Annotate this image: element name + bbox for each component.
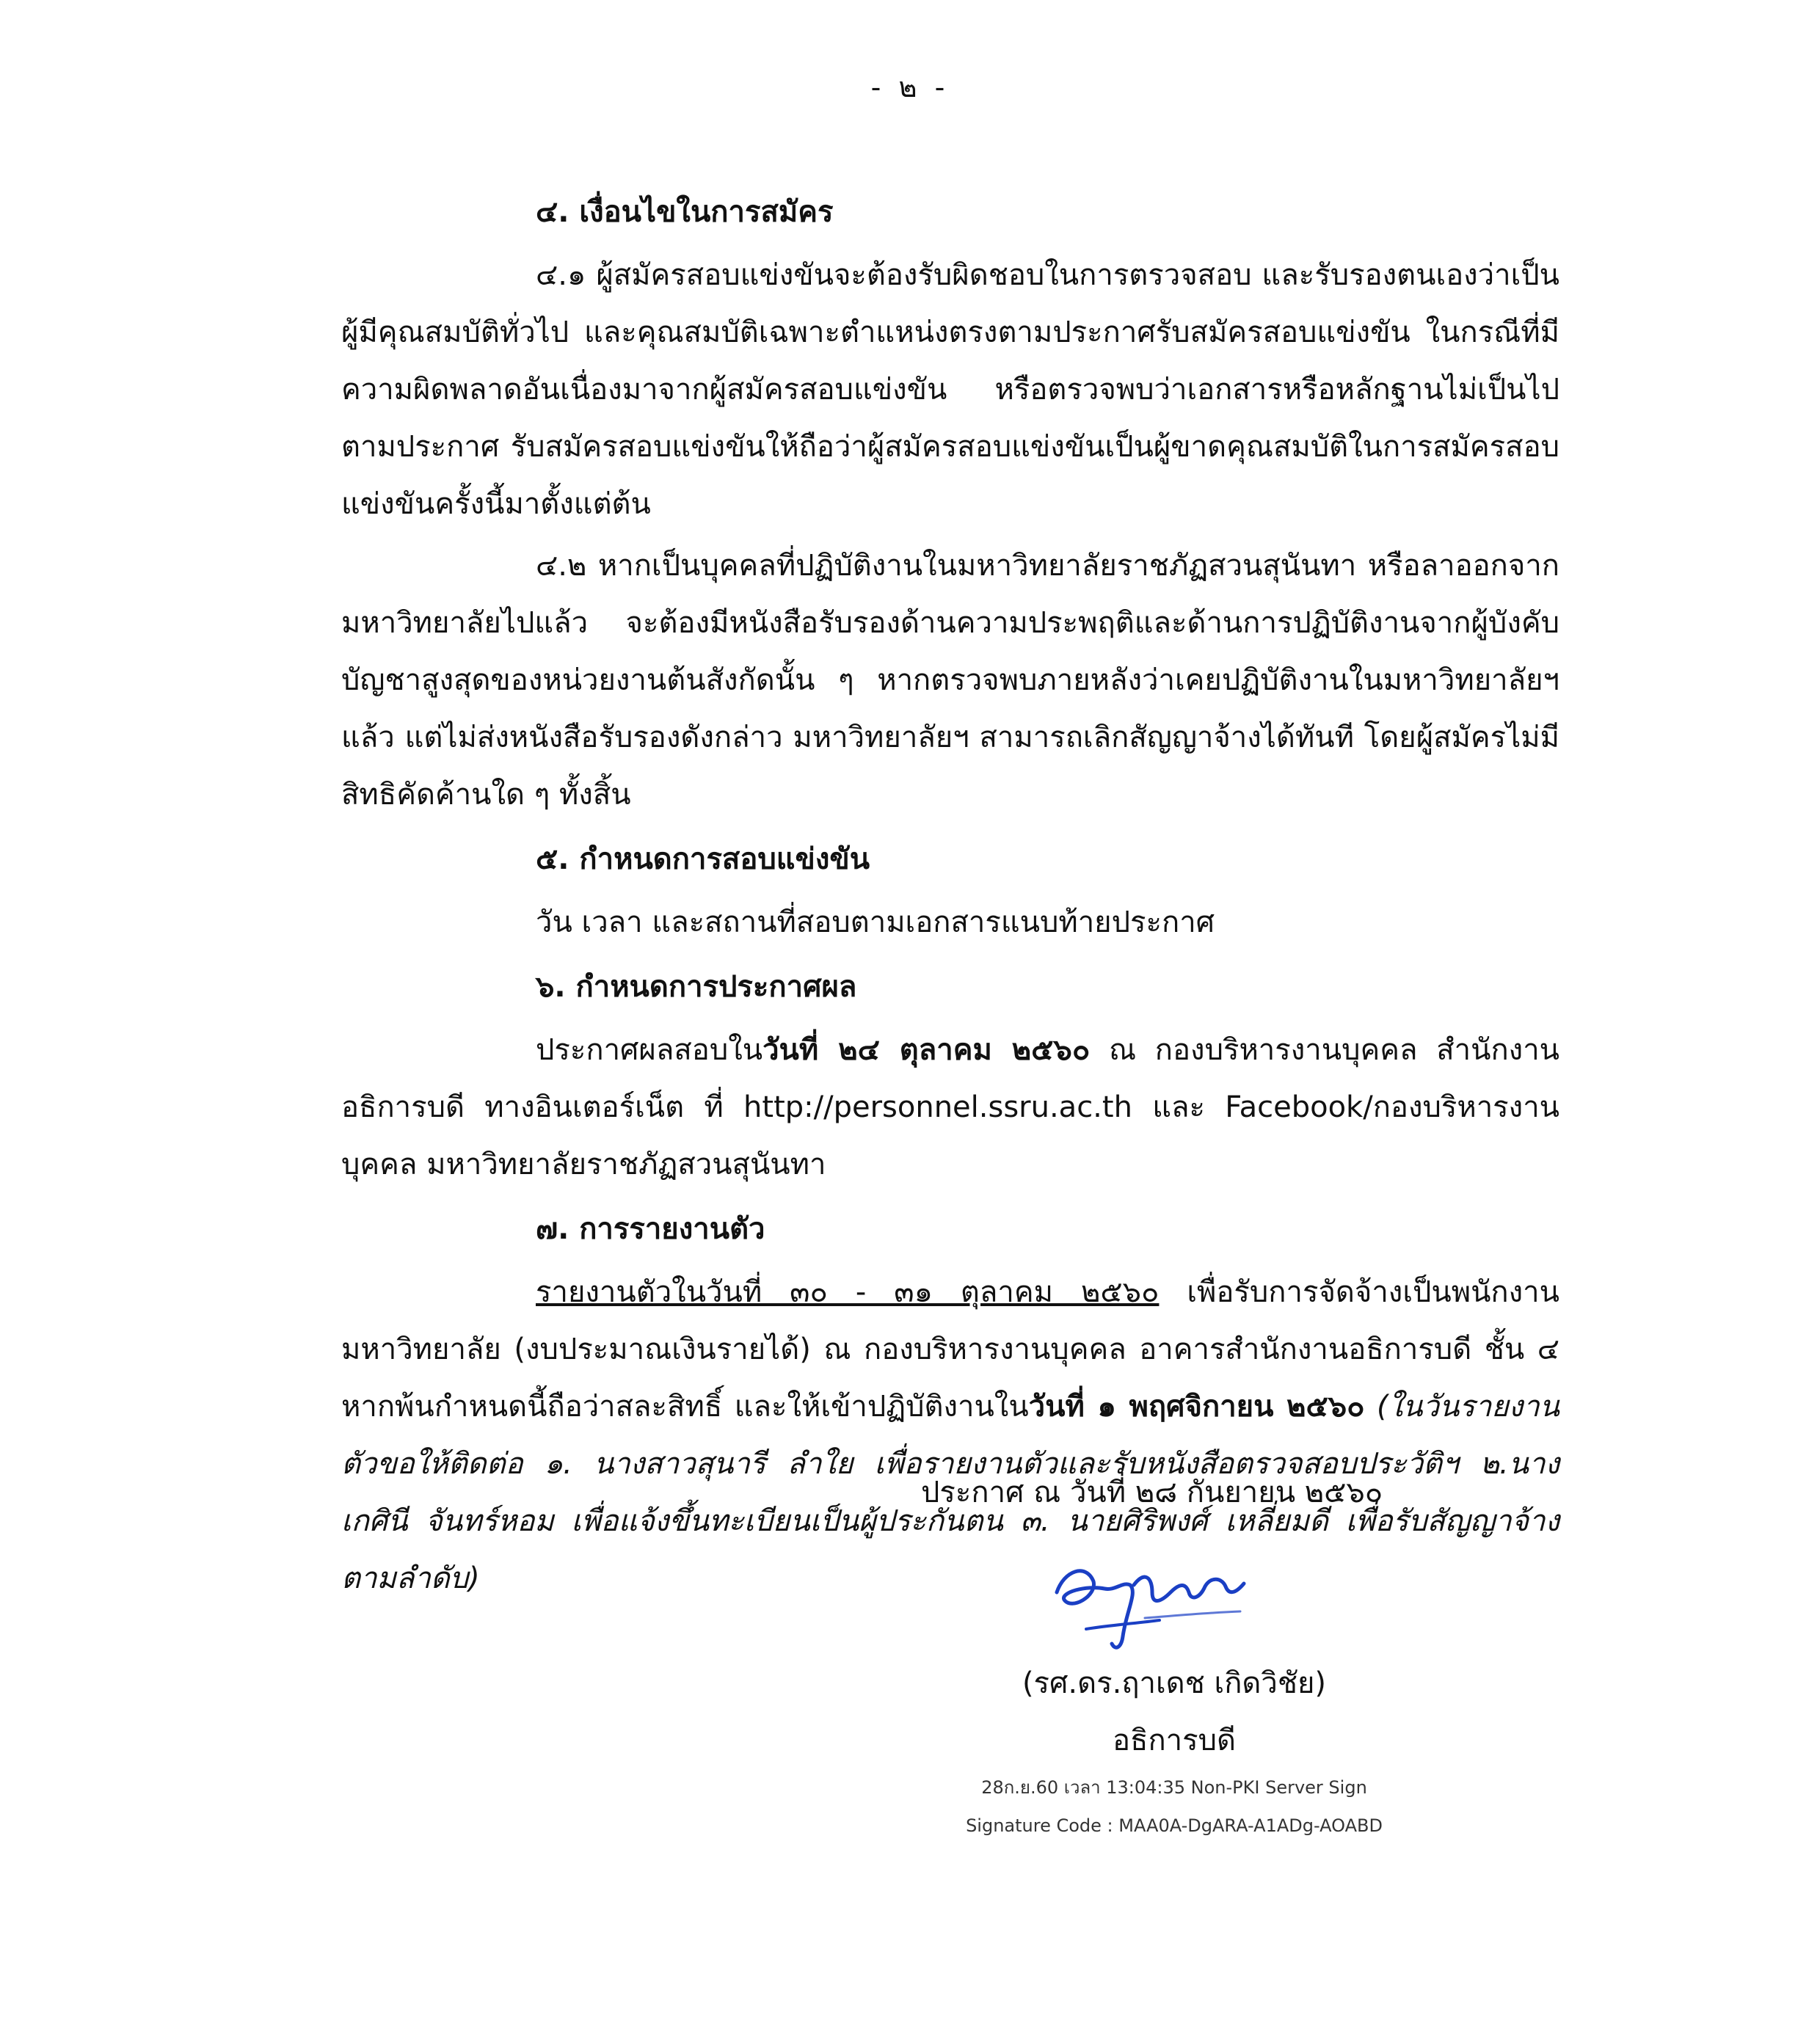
page-number: - ๒ - [870, 71, 950, 103]
signer-block [969, 1655, 1380, 1769]
section-5-heading: ๕. กำหนดการสอบแข่งขัน [536, 842, 870, 876]
section-7-paragraph [341, 1264, 1559, 1607]
signer-position: อธิการบดี [1113, 1724, 1236, 1757]
section-6-result-date: วันที่ ๒๔ ตุลาคม ๒๕๖๐ [762, 1033, 1091, 1067]
section-6-heading: ๖. กำหนดการประกาศผล [536, 970, 857, 1004]
section-7-heading: ๗. การรายงานตัว [536, 1212, 765, 1246]
section-7-text-a: เพื่อรับการจัดจ้างเป็นพนักงานมหาวิทยาลัย (งบประมาณเงินรายได้) ณ กองบริหารงานบุคคล อาคารสำนักงานอธิการบดี ชั้น ๔ หากพ้นกำหนดนี้ถือว่าสละสิทธิ์ และให้เข้าปฏิบัติงานใน [341, 1275, 1559, 1424]
section-7-start-date: วันที่ ๑ พฤศจิกายน ๒๕๖๐ [1028, 1390, 1365, 1424]
announcement-date: ประกาศ ณ วันที่ ๒๘ กันยายน ๒๕๖๐ [921, 1476, 1383, 1509]
section-7-contacts-note: (ในวันรายงานตัวขอให้ติดต่อ ๑. นางสาวสุนารี ลำใย เพื่อรายงานตัวและรับหนังสือตรวจสอบประวัติฯ ๒.นางเกศินี จันทร์หอม เพื่อแจ้งขึ้นทะเบียนเป็นผู้ประกันตน ๓. นายศิริพงศ์ เหลี่ยมดี เพื่อรับสัญญาจ้างตามลำดับ) [341, 1390, 1559, 1595]
section-4-heading: ๔. เงื่อนไขในการสมัคร [536, 195, 834, 229]
section-6-text-a: ประกาศผลสอบใน [536, 1033, 763, 1067]
section-6-paragraph [341, 1021, 1559, 1193]
stamp-signature-code: Signature Code : MAA0A-DgARA-A1ADg-AOABD [966, 1815, 1383, 1836]
section-5-text: วัน เวลา และสถานที่สอบตามเอกสารแนบท้ายประกาศ [536, 905, 1215, 939]
section-4-1-paragraph: ๔.๑ ผู้สมัครสอบแข่งขันจะต้องรับผิดชอบในการตรวจสอบ และรับรองตนเองว่าเป็นผู้มีคุณสมบัติทั่วไป และคุณสมบัติเฉพาะตำแหน่งตรงตามประกาศรับสมัครสอบแข่งขัน ในกรณีที่มีความผิดพลาดอันเนื่องมาจากผู้สมัครสอบแข่งขัน หรือตรวจพบว่าเอกสารหรือหลักฐานไม่เป็นไปตามประกาศ รับสมัครสอบแข่งขันให้ถือว่าผู้สมัครสอบแข่งขันเป็นผู้ขาดคุณสมบัติในการสมัครสอบแข่งขันครั้งนี้มาตั้งแต่ต้น [341, 258, 1559, 521]
digital-sign-stamp [910, 1768, 1438, 1845]
signature-image [1042, 1541, 1262, 1658]
section-6-text-b: ณ กองบริหารงานบุคคล สำนักงานอธิการบดี ทางอินเตอร์เน็ต ที่ http://personnel.ssru.ac.th และ Facebook/กองบริหารงานบุคคล มหาวิทยาลัยราชภัฏสวนสุนันทา [341, 1033, 1559, 1181]
section-4-2-paragraph: ๔.๒ หากเป็นบุคคลที่ปฏิบัติงานในมหาวิทยาลัยราชภัฏสวนสุนันทา หรือลาออกจากมหาวิทยาลัยไปแล้ว จะต้องมีหนังสือรับรองด้านความประพฤติและด้านการปฏิบัติงานจากผู้บังคับบัญชาสูงสุดของหน่วยงานต้นสังกัดนั้น ๆ หากตรวจพบภายหลังว่าเคยปฏิบัติงานในมหาวิทยาลัยฯ แล้ว แต่ไม่ส่งหนังสือรับรองดังกล่าว มหาวิทยาลัยฯ สามารถเลิกสัญญาจ้างได้ทันที โดยผู้สมัครไม่มีสิทธิคัดค้านใด ๆ ทั้งสิ้น [341, 549, 1559, 812]
section-7-report-dates: รายงานตัวในวันที่ ๓๐ - ๓๑ ตุลาคม ๒๕๖๐ [536, 1275, 1160, 1309]
document-body [341, 176, 1559, 1611]
signer-name: (รศ.ดร.ฤาเดช เกิดวิชัย) [1022, 1666, 1327, 1700]
stamp-timestamp: 28ก.ย.60 เวลา 13:04:35 Non-PKI Server Sign [981, 1777, 1367, 1798]
